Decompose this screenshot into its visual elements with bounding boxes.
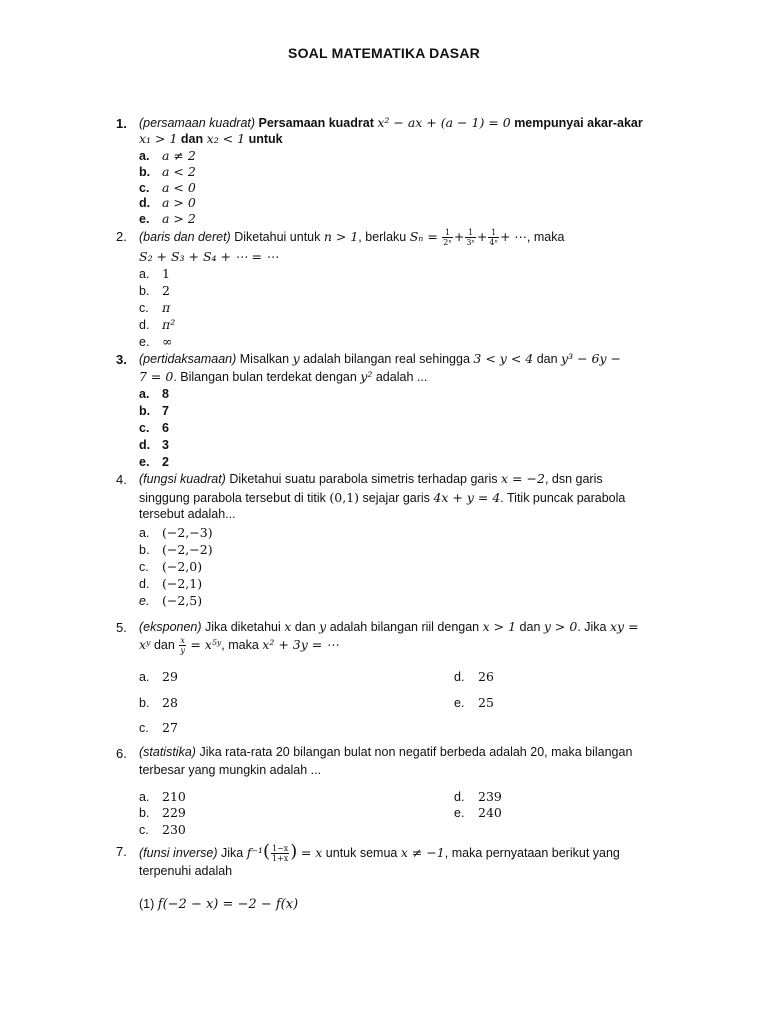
question-topic: (pertidaksamaan) [139,352,237,366]
question-number: 2. [116,229,127,244]
question-text: singgung parabola tersebut di titik [139,491,326,505]
option-label: d. [139,577,150,591]
question-text: sejajar garis [362,491,430,505]
question-number: 3. [116,352,127,367]
math-expression: y² [360,369,373,384]
option-value: 26 [478,669,494,684]
option-value: 7 [162,404,169,418]
option-value: a < 2 [162,164,196,179]
math-expression: 7 = 0 [139,369,174,384]
question-text-line [139,490,625,505]
option-label: d. [454,670,465,684]
option [139,720,178,735]
option [454,805,502,820]
option-value: 27 [162,720,178,735]
fraction-numerator: 1 [488,228,499,238]
question-text-line: (funsi inverse) Jika f⁻¹( $\frac{1-x}{1+x}$ ) = x untuk semua x ≠ −1, maka pernyataan berikut yang [139,841,620,864]
option-value: 28 [162,695,178,710]
question-text: Diketahui suatu parabola simetris terhadap garis [229,472,498,486]
option-label: a. [139,526,150,540]
question-text-line [139,507,236,521]
option-label: e. [139,212,150,226]
question-number: 4. [116,472,127,487]
option-value: (−2,−3) [162,525,213,540]
math-expression: y³ − 6y − [561,351,622,366]
question-text: dan [519,620,541,634]
question-text-line [139,619,639,634]
option-value: 3 [162,438,169,452]
fraction-denominator: 3ⁿ [466,238,475,247]
option-label: a. [139,267,150,281]
question-text: Jika [220,846,244,860]
option [139,669,178,684]
option-label: a. [139,670,150,684]
option-value: (−2,0) [162,559,203,574]
question-text: , maka [526,229,565,244]
question-text-line [139,636,339,655]
option-label: b. [139,806,150,820]
question-number: 7. [116,844,127,859]
math-expression: x > 1 [482,619,517,634]
math-expression: f(−2 − x) = −2 − f(x) [157,897,299,912]
question-text: adalah bilangan real sehingga [303,352,470,366]
question-text: tersebut adalah... [139,507,236,521]
fraction-numerator: 1 [442,228,453,238]
option-label: e. [139,335,150,349]
option [139,404,169,418]
option-label: d. [454,790,465,804]
question-text: terbesar yang mungkin adalah ... [139,763,322,777]
math-expression: x = −2 [501,471,545,486]
option-label: c. [139,421,150,435]
option [454,695,494,710]
option-label: c. [139,301,149,315]
fraction [179,636,186,655]
fraction [488,228,499,247]
option-value: 29 [162,669,178,684]
option-value: 210 [162,789,186,804]
question-topic: (eksponen) [139,620,202,634]
question-text: . Titik puncak parabola [500,491,626,505]
math-expression: 4x + y = 4 [433,490,501,505]
option-value: 1 [162,266,170,281]
option-value: (−2,5) [162,593,203,608]
question-text: , maka pernyataan berikut yang [444,846,620,860]
option-label: c. [139,181,150,195]
option [139,180,196,195]
question-text-line [139,131,283,146]
question-topic: (statistika) [139,745,196,759]
option-value: ∞ [162,334,173,349]
page-title: SOAL MATEMATIKA DASAR [288,45,480,61]
option [139,317,175,332]
option [139,695,178,710]
option-value: a ≠ 2 [162,148,196,163]
math-expression: = x [300,845,323,860]
fraction-numerator: x [180,636,185,645]
option [139,300,170,315]
math-expression: (0,1) [329,490,360,505]
option [139,576,202,591]
option [139,438,169,452]
question-text-line [139,249,278,264]
question-text: . Bilangan bulan terdekat dengan [173,370,357,384]
question-text: Misalkan [239,352,290,366]
option [139,822,186,837]
question-text: dan [180,132,204,146]
option-label: c. [139,823,149,837]
math-expression: 3 < y < 4 [473,351,534,366]
option-value: 230 [162,822,186,837]
fraction-denominator: 2ⁿ [443,238,452,247]
fraction-denominator: 4ⁿ [489,238,498,247]
option-value: a > 0 [162,195,196,210]
math-expression: x² + 3y = ⋯ [262,636,339,652]
option-value: 8 [162,387,169,401]
option-value: (−2,1) [162,576,203,591]
math-expression: y > 0 [543,619,578,634]
option-label: b. [139,165,151,179]
statement [139,897,298,912]
option-label: b. [139,404,151,418]
question-text: adalah bilangan riil dengan [329,620,480,634]
question-text-line [139,351,621,366]
question-text-line [139,763,321,777]
question-text: , dsn garis [544,472,603,486]
option-label: a. [139,790,150,804]
math-expression: x₂ < 1 [206,131,246,146]
question-topic: (baris dan deret) [139,229,231,244]
fraction-denominator: y [180,646,185,655]
fraction-denominator: 1+x [271,854,289,864]
option [139,559,202,574]
question-text: . Jika [577,620,607,634]
option [139,387,169,401]
option-label: a. [139,387,150,401]
option-label: d. [139,196,151,210]
fraction [271,844,289,863]
option-label: c. [139,721,149,735]
option-value: 229 [162,805,186,820]
question-text: untuk [248,132,283,146]
fraction-numerator: 1−x [271,844,289,854]
option-value: 240 [478,805,502,820]
question-text-line [139,471,603,486]
option-label: b. [139,543,150,557]
option-label: c. [139,560,149,574]
option [139,266,170,281]
question-text: untuk semua [325,846,398,860]
option-label: b. [139,284,150,298]
fraction [442,228,453,247]
math-expression: x² − ax + (a − 1) = 0 [377,115,511,130]
question-text-line [139,864,232,878]
question-text: Persamaan kuadrat [258,116,374,130]
question-topic: (persamaan kuadrat) [139,116,256,130]
question-text: dan [294,620,316,634]
question-text: Diketahui untuk [234,229,321,244]
question-text: mempunyai akar-akar [514,116,643,130]
math-expression: x ≠ −1 [400,845,445,860]
math-expression: xy = [610,619,639,634]
option-value: 2 [162,455,169,469]
option-label: d. [139,438,151,452]
math-expression: y [292,351,300,366]
option [139,148,196,163]
question-number: 5. [116,620,127,635]
math-expression: S₂ + S₃ + S₄ + ⋯ = ⋯ [139,249,279,264]
option-value: 6 [162,421,169,435]
question-text-line [139,745,632,759]
math-expression: f⁻¹ [246,845,263,860]
option [139,421,169,435]
math-expression: xʸ [139,636,151,652]
option-value: π [162,300,171,315]
option [139,195,196,210]
option-label: a. [139,149,150,163]
option-label: e. [139,455,150,469]
option-value: a < 0 [162,180,196,195]
math-expression: Sₙ = [409,228,438,244]
question-text: dan [153,637,175,652]
question-text-line: (baris dan deret) Diketahui untuk n > 1, berlaku Sₙ = $\frac{1}{\text{2ⁿ}}$ + $\frac{1}{\text{3ⁿ}}$ + $\frac{1}{\text{4ⁿ}}$ + ⋯, maka [139,228,565,247]
option-value: (−2,−2) [162,542,213,557]
question-topic: (fungsi kuadrat) [139,472,226,486]
option-label: e. [454,696,465,710]
math-expression: n > 1 [323,228,359,244]
question-topic: (funsi inverse) [139,846,218,860]
option [139,334,172,349]
option-value: 2 [162,283,170,298]
option [139,805,186,820]
question-text: Jika rata-rata 20 bilangan bulat non negatif berbeda adalah 20, maka bilangan [199,745,633,759]
option-value: a > 2 [162,211,196,226]
option-value: π² [162,317,176,332]
question-text: , maka [221,637,259,652]
option-label: e. [139,594,150,608]
math-expression: y [319,619,327,634]
statement-label: (1) [139,897,155,911]
option [139,455,169,469]
question-text: Jika diketahui [205,620,281,634]
option [139,593,202,608]
option [139,525,213,540]
option-label: d. [139,318,150,332]
option [139,283,170,298]
option-label: e. [454,806,465,820]
math-expression: x [284,619,292,634]
option [139,542,213,557]
question-text: terpenuhi adalah [139,864,233,878]
option-label: b. [139,696,150,710]
math-expression: x₁ > 1 [139,131,178,146]
fraction [465,228,476,247]
option [454,789,502,804]
option-value: 25 [478,695,494,710]
math-expression: = x⁵ʸ [190,636,222,652]
option [139,789,186,804]
math-expression: + ⋯ [499,228,527,244]
option-value: 239 [478,789,502,804]
option [139,164,196,179]
option [454,669,494,684]
fraction-numerator: 1 [465,228,476,238]
question-number: 1. [116,116,127,131]
question-text: dan [536,352,558,366]
question-text: , berlaku [358,229,407,244]
option [139,211,196,226]
question-text-line [139,115,643,130]
question-number: 6. [116,746,127,761]
question-text-line [139,369,427,384]
question-text: adalah ... [375,370,428,384]
